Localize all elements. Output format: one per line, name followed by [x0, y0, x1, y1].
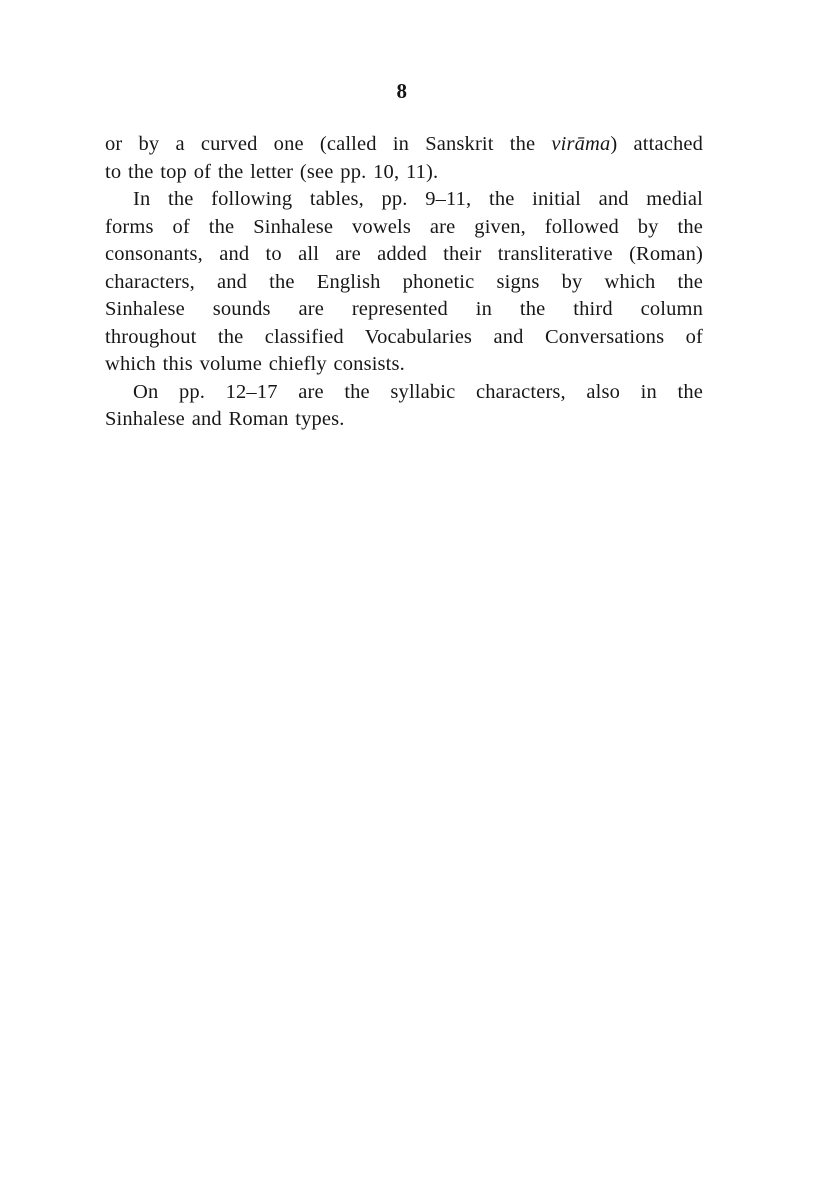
text-line: [105, 379, 703, 407]
text-line: [105, 214, 703, 242]
text-line: [105, 351, 703, 379]
text-segment: On pp. 12–17 are the syllabic characters, also in the: [133, 380, 703, 403]
text-line: [105, 159, 703, 187]
text-segment: throughout the classified Vocabularies and Conversations of: [105, 325, 703, 348]
text-segment: In the following tables, pp. 9–11, the initial and medial: [133, 188, 703, 210]
text-segment: ) attached: [610, 133, 703, 155]
text-line: [105, 269, 703, 297]
text-line: [105, 131, 703, 159]
body-text: [105, 131, 703, 434]
text-line: [105, 296, 703, 324]
text-line: [105, 406, 703, 434]
text-segment: Sinhalese sounds are represented in the third column: [105, 298, 703, 320]
text-segment: or by a curved one (called in Sanskrit the: [105, 133, 552, 155]
text-segment: forms of the Sinhalese vowels are given, followed by the: [105, 215, 703, 238]
text-line: [105, 186, 703, 214]
text-segment: Sinhalese and Roman types.: [105, 408, 345, 430]
page-number: 8: [396, 79, 408, 103]
text-segment: which this volume chiefly consists.: [105, 353, 405, 375]
text-segment: consonants, and to all are added their transliterative (Roman): [105, 243, 703, 265]
text-segment: characters, and the English phonetic signs by which the: [105, 270, 703, 293]
text-segment: to the top of the letter (see pp. 10, 11).: [105, 160, 439, 183]
italic-term: virāma: [551, 133, 611, 155]
text-line: [105, 324, 703, 352]
text-line: [105, 241, 703, 269]
